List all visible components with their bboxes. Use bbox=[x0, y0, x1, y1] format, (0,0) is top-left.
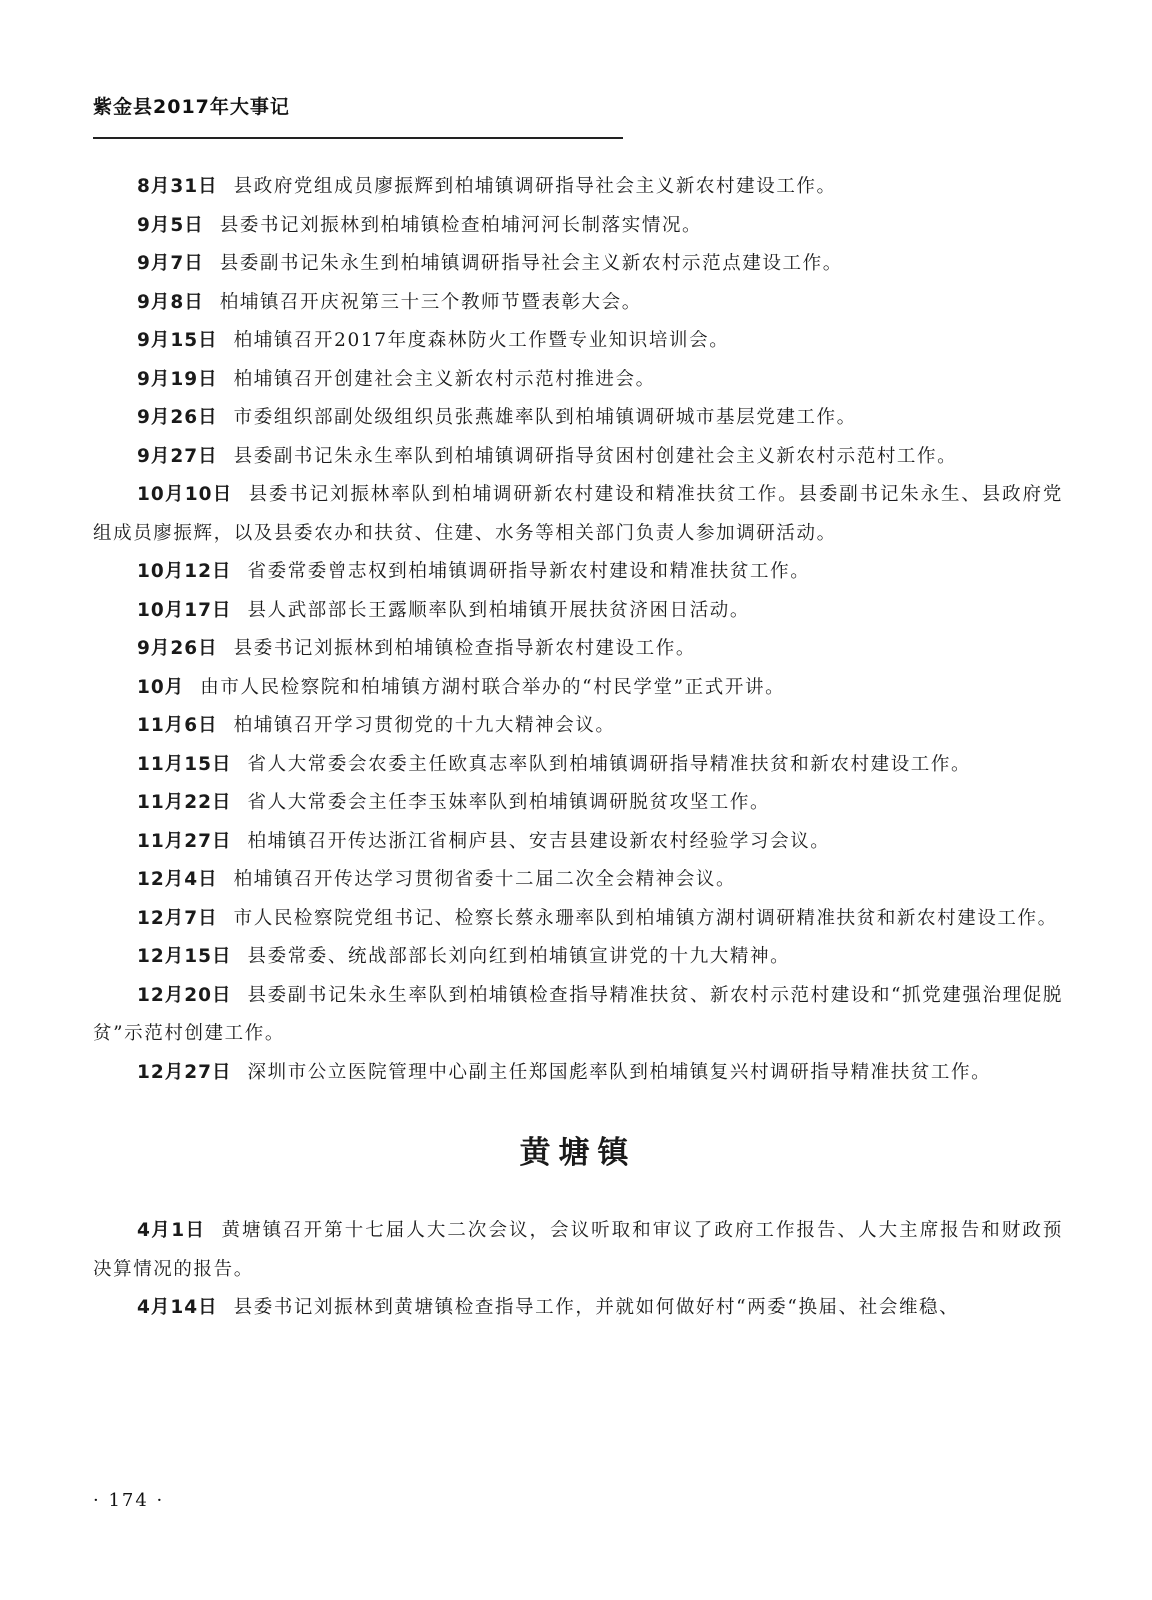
event-entry bbox=[93, 900, 1063, 939]
event-date: 8月31日 bbox=[137, 176, 218, 197]
event-date: 10月 bbox=[137, 676, 185, 698]
event-text: 县委书记刘振林到柏埔镇检查指导新农村建设工作。 bbox=[233, 638, 696, 659]
event-entry bbox=[93, 592, 1063, 631]
event-text: 柏埔镇召开传达学习贯彻省委十二届二次全会精神会议。 bbox=[233, 869, 737, 890]
event-text: 柏埔镇召开传达浙江省桐庐县、安吉县建设新农村经验学习会议。 bbox=[247, 830, 831, 852]
event-text: 柏埔镇召开2017年度森林防火工作暨专业知识培训会。 bbox=[233, 330, 730, 351]
event-entry bbox=[93, 1289, 1063, 1328]
event-text: 由市人民检察院和柏埔镇方湖村联合举办的“村民学堂”正式开讲。 bbox=[200, 676, 786, 698]
running-header: 紫金县2017年大事记 bbox=[93, 96, 290, 118]
event-entry bbox=[93, 707, 1063, 746]
event-entry bbox=[93, 669, 1063, 708]
event-text: 县委副书记朱永生到柏埔镇调研指导社会主义新农村示范点建设工作。 bbox=[219, 253, 843, 274]
event-text: 深圳市公立医院管理中心副主任郑国彪率队到柏埔镇复兴村调研指导精准扶贫工作。 bbox=[247, 1061, 992, 1083]
event-date: 9月15日 bbox=[137, 330, 218, 351]
event-entry bbox=[93, 553, 1063, 592]
event-text: 柏埔镇召开学习贯彻党的十九大精神会议。 bbox=[233, 715, 616, 736]
event-date: 4月1日 bbox=[137, 1220, 206, 1241]
event-entry bbox=[93, 438, 1063, 477]
event-text: 省人大常委会主任李玉妹率队到柏埔镇调研脱贫攻坚工作。 bbox=[247, 792, 771, 813]
event-entry bbox=[93, 746, 1063, 785]
event-text: 县委副书记朱永生率队到柏埔镇检查指导精准扶贫、新农村示范村建设和“抓党建强治理促脱贫”示范村创建工作。 bbox=[93, 984, 1063, 1044]
event-text: 省人大常委会农委主任欧真志率队到柏埔镇调研指导精准扶贫和新农村建设工作。 bbox=[247, 753, 972, 775]
event-entry bbox=[93, 861, 1063, 900]
event-entry bbox=[93, 630, 1063, 669]
event-entry bbox=[93, 938, 1063, 977]
event-text: 市人民检察院党组书记、检察长蔡永珊率队到柏埔镇方湖村调研精准扶贫和新农村建设工作。 bbox=[233, 907, 1058, 929]
event-text: 黄塘镇召开第十七届人大二次会议，会议听取和审议了政府工作报告、人大主席报告和财政预决算情况的报告。 bbox=[93, 1220, 1064, 1280]
event-entry bbox=[93, 823, 1063, 862]
page-content bbox=[93, 168, 1063, 1328]
event-text: 县委书记刘振林到柏埔镇检查柏埔河河长制落实情况。 bbox=[219, 214, 703, 236]
event-date: 4月14日 bbox=[137, 1297, 218, 1318]
event-date: 10月12日 bbox=[137, 561, 232, 582]
event-entry bbox=[93, 168, 1063, 207]
event-date: 12月7日 bbox=[137, 907, 218, 929]
event-date: 9月5日 bbox=[137, 214, 204, 236]
event-entry bbox=[93, 1054, 1063, 1093]
event-text: 县委副书记朱永生率队到柏埔镇调研指导贫困村创建社会主义新农村示范村工作。 bbox=[233, 445, 958, 467]
event-entry bbox=[93, 399, 1063, 438]
event-date: 11月6日 bbox=[137, 715, 218, 736]
event-text: 柏埔镇召开创建社会主义新农村示范村推进会。 bbox=[233, 368, 656, 390]
page-number: · 174 · bbox=[93, 1490, 165, 1511]
event-date: 9月8日 bbox=[137, 291, 204, 313]
event-date: 10月17日 bbox=[137, 599, 232, 621]
event-entry bbox=[93, 1212, 1063, 1289]
event-entry bbox=[93, 245, 1063, 284]
event-entry bbox=[93, 361, 1063, 400]
event-text: 市委组织部副处级组织员张燕雄率队到柏埔镇调研城市基层党建工作。 bbox=[233, 407, 857, 428]
event-text: 柏埔镇召开庆祝第三十三个教师节暨表彰大会。 bbox=[219, 291, 642, 313]
event-text: 县人武部部长王露顺率队到柏埔镇开展扶贫济困日活动。 bbox=[247, 599, 751, 621]
event-date: 11月15日 bbox=[137, 753, 232, 775]
event-date: 11月22日 bbox=[137, 792, 232, 813]
event-date: 9月7日 bbox=[137, 253, 204, 274]
header-rule bbox=[93, 137, 623, 139]
event-text: 县委常委、统战部部长刘向红到柏埔镇宣讲党的十九大精神。 bbox=[247, 946, 791, 967]
event-date: 12月4日 bbox=[137, 869, 218, 890]
event-date: 11月27日 bbox=[137, 830, 232, 852]
event-date: 12月20日 bbox=[137, 984, 232, 1006]
event-date: 9月19日 bbox=[137, 368, 218, 390]
event-date: 12月27日 bbox=[137, 1061, 232, 1083]
entries-before-list bbox=[93, 168, 1063, 1092]
event-entry bbox=[93, 207, 1063, 246]
event-date: 12月15日 bbox=[137, 946, 232, 967]
event-date: 9月26日 bbox=[137, 407, 218, 428]
event-entry bbox=[93, 977, 1063, 1054]
event-date: 10月10日 bbox=[137, 484, 233, 505]
event-text: 省委常委曾志权到柏埔镇调研指导新农村建设和精准扶贫工作。 bbox=[247, 561, 811, 582]
event-entry bbox=[93, 322, 1063, 361]
event-text: 县委书记刘振林到黄塘镇检查指导工作，并就如何做好村“两委“换届、社会维稳、 bbox=[233, 1297, 960, 1318]
event-text: 县政府党组成员廖振辉到柏埔镇调研指导社会主义新农村建设工作。 bbox=[233, 176, 837, 197]
section-title: 黄塘镇 bbox=[519, 1135, 637, 1171]
event-date: 9月26日 bbox=[137, 638, 218, 659]
event-entry bbox=[93, 784, 1063, 823]
event-text: 县委书记刘振林率队到柏埔调研新农村建设和精准扶贫工作。县委副书记朱永生、县政府党组成员廖振辉，以及县委农办和扶贫、住建、水务等相关部门负责人参加调研活动。 bbox=[93, 484, 1063, 544]
event-date: 9月27日 bbox=[137, 445, 218, 467]
event-entry bbox=[93, 284, 1063, 323]
entries-after-list bbox=[93, 1212, 1063, 1328]
event-entry bbox=[93, 476, 1063, 553]
